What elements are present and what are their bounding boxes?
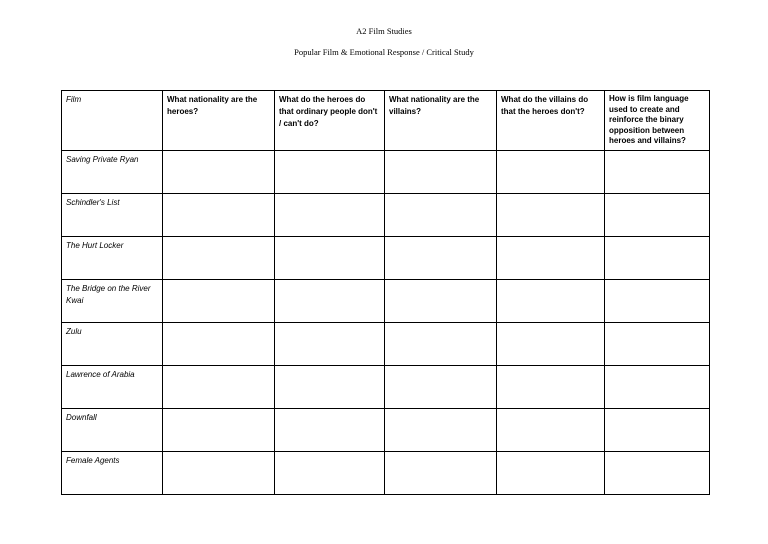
answer-cell[interactable] [497,237,605,280]
answer-cell[interactable] [385,194,497,237]
answer-cell[interactable] [163,409,275,452]
answer-cell[interactable] [497,151,605,194]
film-name: Saving Private Ryan [62,151,163,194]
answer-cell[interactable] [275,280,385,323]
answer-cell[interactable] [385,409,497,452]
answer-cell[interactable] [163,194,275,237]
header-villains-actions: What do the villains do that the heroes don't? [497,91,605,151]
answer-cell[interactable] [605,409,710,452]
answer-cell[interactable] [275,237,385,280]
answer-cell[interactable] [385,151,497,194]
header-heroes-abilities: What do the heroes do that ordinary people don't / can't do? [275,91,385,151]
document-title: A2 Film Studies [356,26,412,36]
answer-cell[interactable] [275,452,385,495]
answer-cell[interactable] [497,323,605,366]
answer-cell[interactable] [605,323,710,366]
header-row [62,91,710,151]
answer-cell[interactable] [605,151,710,194]
answer-cell[interactable] [275,409,385,452]
film-study-table [61,90,710,495]
table-row [62,366,710,409]
answer-cell[interactable] [275,151,385,194]
answer-cell[interactable] [385,323,497,366]
table-row [62,280,710,323]
answer-cell[interactable] [385,280,497,323]
answer-cell[interactable] [605,194,710,237]
header-film: Film [62,91,163,151]
film-name: The Bridge on the River Kwai [62,280,163,323]
answer-cell[interactable] [385,452,497,495]
answer-cell[interactable] [497,280,605,323]
table-row [62,409,710,452]
table-row [62,194,710,237]
table-row [62,323,710,366]
film-name: Lawrence of Arabia [62,366,163,409]
table-row [62,237,710,280]
film-name: Downfall [62,409,163,452]
answer-cell[interactable] [497,366,605,409]
film-name: Schindler's List [62,194,163,237]
answer-cell[interactable] [275,323,385,366]
answer-cell[interactable] [385,237,497,280]
film-name: Zulu [62,323,163,366]
answer-cell[interactable] [163,452,275,495]
answer-cell[interactable] [163,366,275,409]
answer-cell[interactable] [163,151,275,194]
answer-cell[interactable] [605,452,710,495]
answer-cell[interactable] [163,280,275,323]
answer-cell[interactable] [605,280,710,323]
answer-cell[interactable] [275,366,385,409]
answer-cell[interactable] [275,194,385,237]
table-row [62,452,710,495]
document-subtitle: Popular Film & Emotional Response / Critical Study [294,47,474,57]
header-villains-nationality: What nationality are the villains? [385,91,497,151]
answer-cell[interactable] [163,323,275,366]
answer-cell[interactable] [497,194,605,237]
film-name: The Hurt Locker [62,237,163,280]
answer-cell[interactable] [497,409,605,452]
answer-cell[interactable] [605,237,710,280]
answer-cell[interactable] [605,366,710,409]
answer-cell[interactable] [385,366,497,409]
header-film-language: How is film language used to create and reinforce the binary opposition between heroes and villains? [605,91,710,151]
film-name: Female Agents [62,452,163,495]
answer-cell[interactable] [163,237,275,280]
header-heroes-nationality: What nationality are the heroes? [163,91,275,151]
answer-cell[interactable] [497,452,605,495]
table-row [62,151,710,194]
